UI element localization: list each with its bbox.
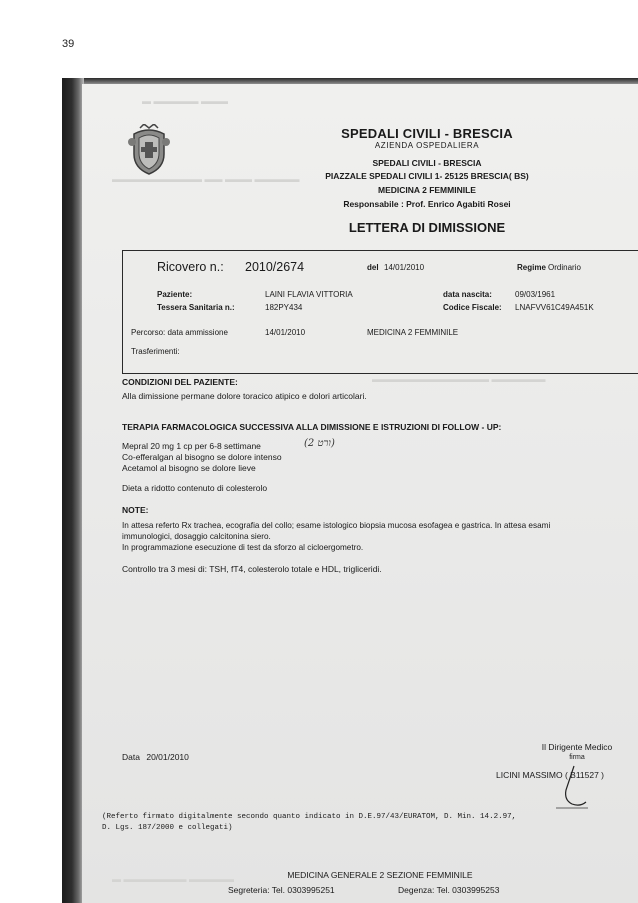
bleed-through-text: ▬▬▬▬▬▬▬▬▬▬▬▬▬ ▬▬▬▬▬▬ bbox=[372, 374, 546, 384]
percorso-label: Percorso: data ammissione bbox=[131, 328, 228, 337]
dieta-text: Dieta a ridotto contenuto di colesterolo bbox=[122, 483, 268, 493]
note-heading: NOTE: bbox=[122, 505, 149, 515]
condizioni-text: Alla dimissione permane dolore toracico atipico e dolori articolari. bbox=[122, 391, 367, 401]
condizioni-heading: CONDIZIONI DEL PAZIENTE: bbox=[122, 377, 238, 387]
document-title: LETTERA DI DIMISSIONE bbox=[348, 220, 506, 235]
admission-date: 14/01/2010 bbox=[384, 263, 425, 272]
controllo-text: Controllo tra 3 mesi di: TSH, fT4, colesterolo totale e HDL, trigliceridi. bbox=[122, 564, 382, 574]
digital-signature-note-line1: (Referto firmato digitalmente secondo quanto indicato in D.E.97/43/EURATOM, D. Min. 14.2.97, bbox=[102, 813, 517, 821]
regime-value: Ordinario bbox=[548, 263, 581, 272]
document-date bbox=[122, 752, 189, 762]
codice-fiscale-label: Codice Fiscale: bbox=[443, 303, 502, 312]
hospital-address: PIAZZALE SPEDALI CIVILI 1- 25125 BRESCIA( BS) bbox=[325, 171, 529, 181]
degenza-phone: Degenza: Tel. 0303995253 bbox=[398, 885, 500, 895]
paper-sheet bbox=[82, 84, 638, 903]
admission-info-box bbox=[122, 250, 638, 374]
data-value: 20/01/2010 bbox=[146, 752, 189, 762]
paziente-label: Paziente: bbox=[157, 290, 193, 299]
ammissione-date: 14/01/2010 bbox=[265, 328, 306, 337]
ricovero-label: Ricovero n.: bbox=[157, 260, 224, 274]
codice-fiscale-value: LNAFVV61C49A451K bbox=[515, 303, 594, 312]
note-line: In programmazione esecuzione di test da sforzo al cicloergometro. bbox=[122, 543, 364, 552]
birthdate-value: 09/03/1961 bbox=[515, 290, 556, 299]
birthdate-label: data nascita: bbox=[443, 290, 492, 299]
department-responsible: Responsabile : Prof. Enrico Agabiti Rosei bbox=[343, 199, 511, 209]
hospital-crest-icon bbox=[126, 124, 172, 176]
scan-shadow-left bbox=[62, 78, 84, 903]
page-number: 39 bbox=[62, 38, 75, 50]
therapy-line-text: Mepral 20 mg 1 cp per 6-8 settimane bbox=[122, 441, 261, 451]
doctor-name: LICINI MASSIMO ( B11527 ) bbox=[496, 770, 605, 780]
terapia-heading: TERAPIA FARMACOLOGICA SUCCESSIVA ALLA DIMISSIONE E ISTRUZIONI DI FOLLOW - UP: bbox=[122, 422, 502, 432]
signature-mark bbox=[552, 764, 592, 814]
segreteria-phone: Segreteria: Tel. 0303995251 bbox=[228, 885, 335, 895]
bleed-through-text: ▬ ▬▬▬▬▬ ▬▬▬ bbox=[142, 96, 229, 106]
handwritten-annotation: (ורט 2) bbox=[304, 438, 335, 449]
trasferimenti-label: Trasferimenti: bbox=[131, 347, 180, 356]
terapia-section bbox=[122, 422, 638, 494]
regime-label: Regime bbox=[517, 263, 546, 272]
therapy-line: Co-efferalgan al bisogno se dolore intenso bbox=[122, 452, 282, 462]
data-label: Data bbox=[122, 752, 140, 762]
note-section bbox=[122, 505, 638, 575]
ricovero-number: 2010/2674 bbox=[245, 260, 305, 274]
digital-signature-note-line2: D. Lgs. 187/2000 e collegati) bbox=[102, 824, 233, 832]
tessera-value: 182PY434 bbox=[265, 303, 303, 312]
note-line: immunologici, dosaggio calcitonina siero. bbox=[122, 532, 271, 541]
ward-name: MEDICINA 2 FEMMINILE bbox=[367, 328, 459, 337]
dirigente-title: Il Dirigente Medico bbox=[541, 742, 613, 752]
note-line: In attesa referto Rx trachea, ecografia del collo; esame istologico biopsia mucosa esofagea e gastrica. In attesa esami bbox=[122, 521, 551, 530]
bleed-through-text: ▬ ▬▬▬▬▬▬▬ ▬▬▬▬▬ bbox=[112, 874, 235, 884]
therapy-line bbox=[122, 438, 638, 452]
firma-label: firma bbox=[569, 754, 585, 761]
del-label: del bbox=[367, 263, 379, 272]
department-name: MEDICINA 2 FEMMINILE bbox=[378, 185, 476, 195]
footer-section-name: MEDICINA GENERALE 2 SEZIONE FEMMINILE bbox=[287, 870, 473, 880]
hospital-name: SPEDALI CIVILI - BRESCIA bbox=[341, 126, 513, 141]
azienda-label: AZIENDA OSPEDALIERA bbox=[374, 141, 480, 150]
patient-name: LAINI FLAVIA VITTORIA bbox=[265, 290, 353, 299]
tessera-label: Tessera Sanitaria n.: bbox=[157, 303, 235, 312]
bleed-through-text: ▬▬▬▬▬▬▬▬▬▬ ▬▬ ▬▬▬ ▬▬▬▬▬ bbox=[112, 174, 300, 184]
condizioni-section bbox=[122, 377, 367, 402]
scanned-document bbox=[62, 78, 638, 903]
therapy-line: Acetamol al bisogno se dolore lieve bbox=[122, 463, 256, 473]
hospital-line: SPEDALI CIVILI - BRESCIA bbox=[372, 158, 482, 168]
